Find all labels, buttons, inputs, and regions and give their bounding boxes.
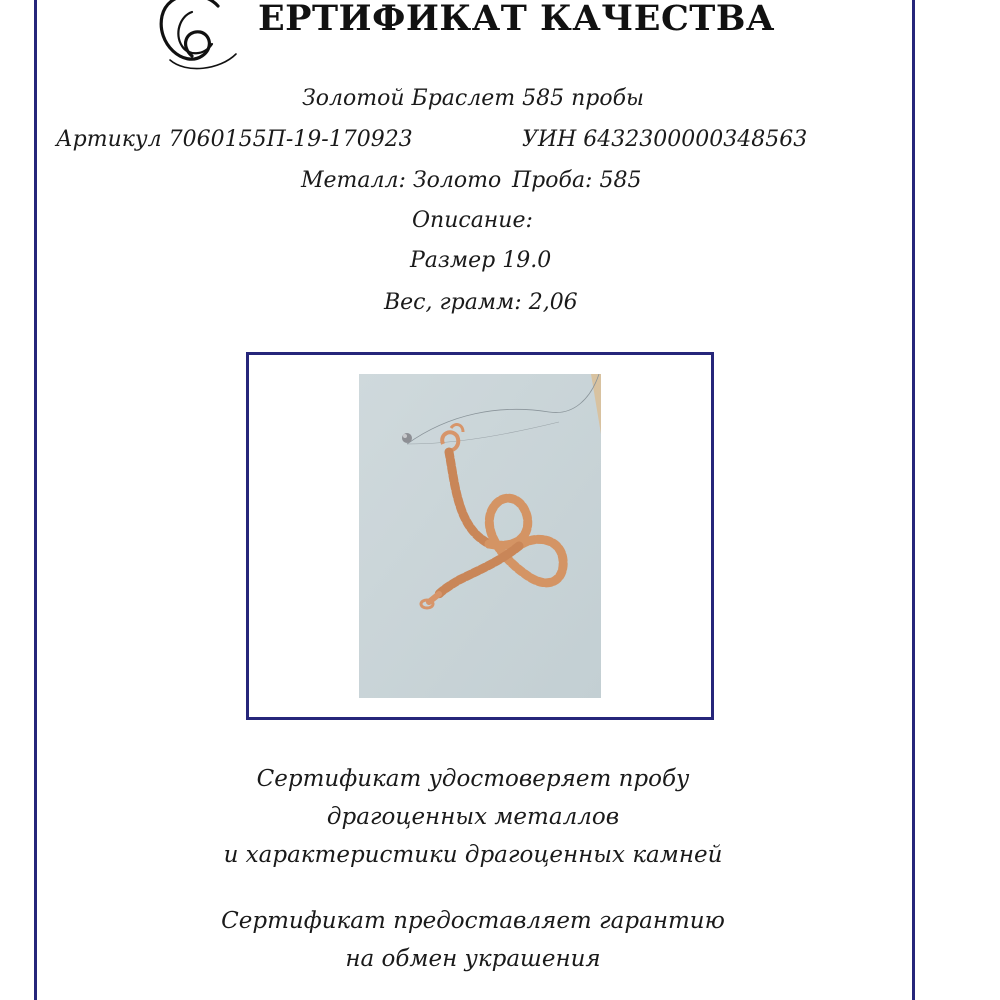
monogram-c-logo xyxy=(140,0,250,72)
metal-field: Металл: Золото xyxy=(301,168,502,193)
uin-number: УИН 6432300000348563 xyxy=(522,127,808,152)
weight-field: Вес, грамм: 2,06 xyxy=(384,290,578,315)
assay-field: Проба: 585 xyxy=(512,168,642,193)
article-number: Артикул 7060155П-19-170923 xyxy=(56,127,413,152)
statement-line-2: драгоценных металлов xyxy=(326,804,620,830)
product-photo-frame xyxy=(246,352,714,720)
description-label: Описание: xyxy=(412,208,533,233)
size-field: Размер 19.0 xyxy=(410,248,552,273)
certification-statement xyxy=(0,760,946,874)
certificate-header xyxy=(140,0,840,72)
certificate-title: ЕРТИФИКАТ КАЧЕСТВА xyxy=(258,0,775,39)
statement-line-3: и характеристики драгоценных камней xyxy=(223,842,723,868)
bracelet-photo xyxy=(359,374,601,698)
product-name: Золотой Браслет 585 пробы xyxy=(302,86,644,111)
statement-line-1: Сертификат удостоверяет пробу xyxy=(256,766,690,792)
statement-line-4: Сертификат предоставляет гарантию xyxy=(221,908,725,934)
guarantee-statement xyxy=(0,902,946,978)
statement-line-5: на обмен украшения xyxy=(345,946,601,972)
